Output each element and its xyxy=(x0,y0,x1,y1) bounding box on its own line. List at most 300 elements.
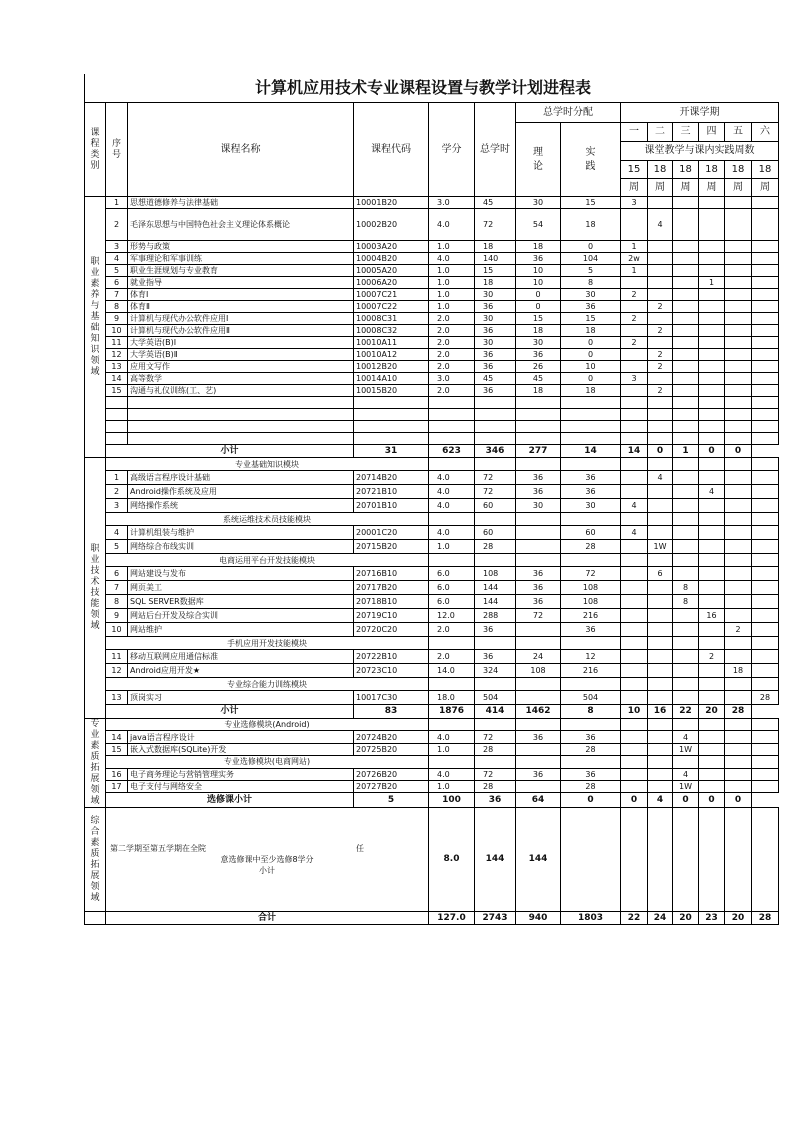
empty-cell xyxy=(561,421,621,433)
semester-week-cell xyxy=(648,289,673,301)
total-hours: 2743 xyxy=(475,912,516,925)
course-code-cell: 10001B20 xyxy=(354,197,429,209)
empty-cell xyxy=(621,756,648,768)
semester-week-count: 18 xyxy=(725,161,752,179)
subtotal-week-cell: 0 xyxy=(648,445,673,458)
semester-week-cell xyxy=(621,567,648,581)
empty-cell xyxy=(106,433,128,445)
semester-week-cell xyxy=(621,731,648,743)
seq-cell: 13 xyxy=(106,691,128,705)
semester-week-cell xyxy=(725,277,752,289)
credits-cell: 3.0 xyxy=(429,373,475,385)
semester-week-cell xyxy=(621,471,648,485)
course-code-cell: 10014A10 xyxy=(354,373,429,385)
theory-cell: 10 xyxy=(516,277,561,289)
subtotal-week-cell: 16 xyxy=(648,705,673,719)
semester-week-cell xyxy=(673,301,699,313)
semester-week-cell xyxy=(673,209,699,241)
semester-week-cell: 2 xyxy=(648,361,673,373)
empty-cell xyxy=(699,678,725,691)
course-name-cell: 体育Ⅱ xyxy=(128,301,354,313)
course-name-cell: 体育Ⅰ xyxy=(128,289,354,301)
semester-week-cell xyxy=(699,595,725,609)
seq-cell: 2 xyxy=(106,209,128,241)
semester-week-cell: 2 xyxy=(621,313,648,325)
course-row xyxy=(85,526,779,540)
total-hours-cell: 15 xyxy=(475,265,516,277)
total-practice: 1803 xyxy=(561,912,621,925)
credits-cell: 12.0 xyxy=(429,609,475,623)
theory-cell: 36 xyxy=(516,485,561,499)
practice-cell: 216 xyxy=(561,664,621,678)
course-code-cell: 10004B20 xyxy=(354,253,429,265)
semester-week-cell: 8 xyxy=(673,581,699,595)
seq-cell: 16 xyxy=(106,768,128,780)
empty-cell xyxy=(699,808,725,912)
course-row xyxy=(85,650,779,664)
empty-cell xyxy=(673,808,699,912)
empty-cell xyxy=(429,554,475,567)
course-row xyxy=(85,743,779,755)
seq-cell: 4 xyxy=(106,526,128,540)
semester-week-cell: 8 xyxy=(673,595,699,609)
semester-week-cell xyxy=(648,768,673,780)
semester-week-cell xyxy=(752,623,779,637)
semester-week-cell xyxy=(699,337,725,349)
practice-cell: 0 xyxy=(561,337,621,349)
theory-cell: 18 xyxy=(516,325,561,337)
empty-cell xyxy=(648,458,673,471)
practice-cell: 36 xyxy=(561,731,621,743)
empty-cell xyxy=(561,808,621,912)
semester-week-cell xyxy=(673,526,699,540)
empty-cell xyxy=(561,678,621,691)
course-row xyxy=(85,731,779,743)
semester-week-cell xyxy=(648,313,673,325)
empty-cell xyxy=(752,678,779,691)
course-name-cell: 移动互联网应用通信标准 xyxy=(128,650,354,664)
empty-cell xyxy=(699,513,725,526)
course-row xyxy=(85,485,779,499)
practice-cell: 18 xyxy=(561,385,621,397)
empty-cell xyxy=(429,458,475,471)
course-code-cell: 20724B20 xyxy=(354,731,429,743)
total-hours-cell: 36 xyxy=(475,385,516,397)
course-name-cell: 形势与政策 xyxy=(128,241,354,253)
course-name-cell: 嵌入式数据库(SQLite)开发 xyxy=(128,743,354,755)
course-row xyxy=(85,209,779,241)
semester-week-cell xyxy=(752,609,779,623)
semester-week-cell xyxy=(648,581,673,595)
empty-cell xyxy=(106,421,128,433)
empty-cell xyxy=(128,409,354,421)
total-hours-cell: 30 xyxy=(475,289,516,301)
empty-cell xyxy=(648,409,673,421)
empty-cell xyxy=(699,433,725,445)
empty-cell xyxy=(561,433,621,445)
theory-cell: 36 xyxy=(516,471,561,485)
empty-cell xyxy=(673,409,699,421)
empty-cell xyxy=(752,421,779,433)
subtotal-week-cell: 0 xyxy=(621,793,648,808)
theory-cell xyxy=(516,526,561,540)
semester-week-cell xyxy=(752,385,779,397)
empty-cell xyxy=(725,458,752,471)
course-name-cell: 高等数学 xyxy=(128,373,354,385)
seq-cell: 14 xyxy=(106,373,128,385)
total-hours-cell: 30 xyxy=(475,337,516,349)
theory-cell: 108 xyxy=(516,664,561,678)
semester-week-cell xyxy=(699,780,725,792)
total-hours-cell: 28 xyxy=(475,743,516,755)
elective-line-text: 意选修课中至少选修8学分 xyxy=(220,855,314,864)
semester-week-cell xyxy=(699,526,725,540)
course-code-cell: 20714B20 xyxy=(354,471,429,485)
semester-week-cell xyxy=(621,691,648,705)
empty-cell xyxy=(673,397,699,409)
seq-cell: 12 xyxy=(106,349,128,361)
credits-cell: 2.0 xyxy=(429,349,475,361)
total-hours-cell: 60 xyxy=(475,499,516,513)
header-hours-split: 总学时分配 xyxy=(516,103,621,123)
course-name-cell: 军事理论和军事训练 xyxy=(128,253,354,265)
subtotal-week-cell: 8 xyxy=(561,705,621,719)
semester-week-cell xyxy=(725,289,752,301)
semester-week-cell: 4 xyxy=(648,209,673,241)
semester-week-cell xyxy=(673,373,699,385)
empty-cell xyxy=(725,637,752,650)
header-seq: 序号 xyxy=(106,103,128,197)
course-row xyxy=(85,623,779,637)
semester-week-cell xyxy=(725,349,752,361)
course-code-cell: 20701B10 xyxy=(354,499,429,513)
subtotal-hours: 1876 xyxy=(429,705,475,719)
empty-row xyxy=(85,433,779,445)
course-row xyxy=(85,609,779,623)
course-code-cell: 20721B10 xyxy=(354,485,429,499)
theory-cell xyxy=(516,540,561,554)
empty-cell xyxy=(648,554,673,567)
empty-cell xyxy=(648,719,673,731)
theory-cell: 72 xyxy=(516,609,561,623)
header-practice xyxy=(561,123,621,197)
subtotal-week-cell: 14 xyxy=(561,445,621,458)
semester-week-count: 18 xyxy=(752,161,779,179)
theory-cell: 15 xyxy=(516,313,561,325)
course-row xyxy=(85,197,779,209)
elective-row xyxy=(85,808,779,912)
semester-week-cell xyxy=(752,485,779,499)
empty-cell xyxy=(673,719,699,731)
subtotal-week-cell: 1 xyxy=(673,445,699,458)
course-name-cell: Android操作系统及应用 xyxy=(128,485,354,499)
subtotal-theory: 346 xyxy=(475,445,516,458)
module-title: 专业综合能力训练模块 xyxy=(106,678,429,691)
credits-cell: 2.0 xyxy=(429,337,475,349)
semester-week-cell xyxy=(621,780,648,792)
empty-cell xyxy=(354,421,429,433)
empty-cell xyxy=(106,397,128,409)
header-credits: 学分 xyxy=(429,103,475,197)
semester-week-cell xyxy=(752,349,779,361)
module-title: 专业选修模块(电商网站) xyxy=(106,756,429,768)
semester-week-unit: 周 xyxy=(621,179,648,197)
theory-cell: 36 xyxy=(516,349,561,361)
seq-cell: 9 xyxy=(106,313,128,325)
semester-week-cell xyxy=(673,265,699,277)
empty-cell xyxy=(699,397,725,409)
semester-week-cell: 1W xyxy=(673,743,699,755)
subtotal-credits: 31 xyxy=(354,445,429,458)
theory-cell: 54 xyxy=(516,209,561,241)
semester-week-cell xyxy=(621,768,648,780)
semester-week-cell xyxy=(648,691,673,705)
total-hours-cell: 140 xyxy=(475,253,516,265)
course-code-cell: 10012B20 xyxy=(354,361,429,373)
empty-cell xyxy=(475,397,516,409)
semester-week-cell xyxy=(725,780,752,792)
subtotal-practice: 1462 xyxy=(516,705,561,719)
theory-cell xyxy=(516,780,561,792)
empty-cell xyxy=(621,458,648,471)
semester-week-cell xyxy=(725,325,752,337)
total-week-cell: 24 xyxy=(648,912,673,925)
practice-cell: 28 xyxy=(561,540,621,554)
empty-cell xyxy=(648,421,673,433)
course-code-cell: 10002B20 xyxy=(354,209,429,241)
course-plan-table xyxy=(84,102,779,925)
subtotal-week-cell: 0 xyxy=(725,445,752,458)
empty-cell xyxy=(648,756,673,768)
semester-week-cell xyxy=(699,209,725,241)
empty-cell xyxy=(725,756,752,768)
semester-week-cell xyxy=(699,349,725,361)
empty-cell xyxy=(699,554,725,567)
module-title: 系统运维技术员技能模块 xyxy=(106,513,429,526)
empty-cell xyxy=(725,719,752,731)
empty-cell xyxy=(429,421,475,433)
credits-cell: 6.0 xyxy=(429,581,475,595)
semester-week-cell xyxy=(648,277,673,289)
practice-cell: 36 xyxy=(561,485,621,499)
semester-week-cell: 2 xyxy=(699,650,725,664)
semester-week-cell xyxy=(752,526,779,540)
seq-cell: 11 xyxy=(106,650,128,664)
credits-cell: 1.0 xyxy=(429,301,475,313)
semester-week-cell: 4 xyxy=(648,471,673,485)
semester-week-count: 18 xyxy=(673,161,699,179)
header-semesters: 开课学期 xyxy=(621,103,779,123)
semester-week-cell xyxy=(648,265,673,277)
empty-cell xyxy=(621,409,648,421)
empty-cell xyxy=(673,458,699,471)
semester-week-cell: 2 xyxy=(648,385,673,397)
empty-cell xyxy=(648,637,673,650)
semester-week-cell: 4 xyxy=(621,499,648,513)
practice-cell: 0 xyxy=(561,349,621,361)
empty-cell xyxy=(128,433,354,445)
semester-week-cell xyxy=(699,567,725,581)
semester-week-cell xyxy=(725,253,752,265)
module-row xyxy=(85,458,779,471)
credits-cell: 2.0 xyxy=(429,650,475,664)
semester-week-cell xyxy=(648,780,673,792)
elective-line xyxy=(110,865,424,876)
total-week-cell: 20 xyxy=(725,912,752,925)
semester-week-cell xyxy=(725,691,752,705)
semester-week-cell xyxy=(752,567,779,581)
semester-week-cell xyxy=(699,361,725,373)
course-row xyxy=(85,265,779,277)
course-name-cell: 计算机组装与维护 xyxy=(128,526,354,540)
semester-week-cell xyxy=(673,361,699,373)
semester-week-cell xyxy=(752,595,779,609)
course-name-cell: 大学英语(B)Ⅱ xyxy=(128,349,354,361)
semester-week-cell xyxy=(752,731,779,743)
semester-week-cell xyxy=(725,373,752,385)
category-quality-expansion: 专业素质拓展领域 xyxy=(85,719,106,808)
semester-week-cell xyxy=(699,540,725,554)
total-hours-cell: 36 xyxy=(475,301,516,313)
semester-week-cell xyxy=(621,595,648,609)
empty-cell xyxy=(516,421,561,433)
empty-cell xyxy=(621,554,648,567)
empty-cell xyxy=(354,409,429,421)
course-row xyxy=(85,595,779,609)
theory-cell: 18 xyxy=(516,241,561,253)
empty-cell xyxy=(673,554,699,567)
empty-cell xyxy=(516,433,561,445)
total-hours-cell: 72 xyxy=(475,768,516,780)
course-code-cell: 10017C30 xyxy=(354,691,429,705)
seq-cell: 5 xyxy=(106,540,128,554)
semester-week-cell xyxy=(725,301,752,313)
semester-week-cell xyxy=(752,373,779,385)
semester-week-cell xyxy=(725,313,752,325)
semester-week-cell: 4 xyxy=(699,485,725,499)
semester-week-cell xyxy=(752,265,779,277)
header-theory xyxy=(516,123,561,197)
seq-cell: 17 xyxy=(106,780,128,792)
practice-cell: 8 xyxy=(561,277,621,289)
elective-line xyxy=(110,843,424,854)
course-name-cell: 应用文写作 xyxy=(128,361,354,373)
semester-week-cell xyxy=(752,540,779,554)
semester-week-cell xyxy=(699,325,725,337)
empty-cell xyxy=(648,433,673,445)
course-name-cell: 网站后台开发及综合实训 xyxy=(128,609,354,623)
credits-cell: 1.0 xyxy=(429,780,475,792)
subtotal-label: 小计 xyxy=(106,705,354,719)
credits-cell: 4.0 xyxy=(429,768,475,780)
course-name-cell: 网络综合布线实训 xyxy=(128,540,354,554)
empty-cell xyxy=(429,433,475,445)
course-row xyxy=(85,277,779,289)
semester-week-cell xyxy=(673,349,699,361)
course-code-cell: 20727B20 xyxy=(354,780,429,792)
empty-cell xyxy=(516,756,561,768)
semester-week-unit: 周 xyxy=(699,179,725,197)
subtotal-week-cell: 0 xyxy=(699,445,725,458)
total-hours-cell: 324 xyxy=(475,664,516,678)
semester-week-cell xyxy=(648,731,673,743)
semester-week-cell xyxy=(673,289,699,301)
semester-week-cell xyxy=(648,526,673,540)
subtotal-week-cell: 0 xyxy=(725,793,752,808)
seq-cell: 8 xyxy=(106,595,128,609)
empty-cell xyxy=(621,513,648,526)
header-total-hours: 总学时 xyxy=(475,103,516,197)
credits-cell: 2.0 xyxy=(429,325,475,337)
practice-cell: 108 xyxy=(561,595,621,609)
course-code-cell: 20726B20 xyxy=(354,768,429,780)
empty-cell xyxy=(699,756,725,768)
empty-cell xyxy=(621,397,648,409)
subtotal-week-cell: 0 xyxy=(561,793,621,808)
empty-cell xyxy=(621,678,648,691)
total-hours-cell: 36 xyxy=(475,361,516,373)
empty-cell xyxy=(725,678,752,691)
empty-cell xyxy=(561,756,621,768)
subtotal-hours: 100 xyxy=(429,793,475,808)
empty-cell xyxy=(752,397,779,409)
course-row xyxy=(85,373,779,385)
semester-week-cell xyxy=(673,313,699,325)
module-row xyxy=(85,678,779,691)
empty-cell xyxy=(475,513,516,526)
theory-cell: 26 xyxy=(516,361,561,373)
semester-week-cell xyxy=(621,385,648,397)
seq-cell: 10 xyxy=(106,325,128,337)
course-code-cell: 20723C10 xyxy=(354,664,429,678)
empty-cell xyxy=(752,513,779,526)
semester-week-cell: 18 xyxy=(725,664,752,678)
total-hours-cell: 30 xyxy=(475,313,516,325)
course-name-cell: 计算机与现代办公软件应用Ⅱ xyxy=(128,325,354,337)
semester-week-cell xyxy=(621,485,648,499)
semester-week-cell xyxy=(673,337,699,349)
total-hours-cell: 108 xyxy=(475,567,516,581)
course-code-cell: 10007C22 xyxy=(354,301,429,313)
empty-cell xyxy=(648,678,673,691)
practice-cell: 36 xyxy=(561,623,621,637)
empty-cell xyxy=(516,409,561,421)
semester-week-cell xyxy=(648,197,673,209)
course-code-cell: 10015B20 xyxy=(354,385,429,397)
seq-cell: 15 xyxy=(106,743,128,755)
header-row xyxy=(85,103,779,123)
semester-week-cell xyxy=(752,301,779,313)
empty-cell xyxy=(725,808,752,912)
theory-cell xyxy=(516,691,561,705)
empty-cell xyxy=(699,409,725,421)
semester-week-cell xyxy=(699,743,725,755)
semester-week-unit: 周 xyxy=(673,179,699,197)
semester-week-cell: 3 xyxy=(621,197,648,209)
semester-week-cell xyxy=(725,265,752,277)
semester-week-cell xyxy=(621,650,648,664)
semester-week-cell xyxy=(621,325,648,337)
semester-week-cell xyxy=(648,609,673,623)
semester-week-cell xyxy=(699,581,725,595)
practice-cell: 30 xyxy=(561,499,621,513)
empty-cell xyxy=(725,421,752,433)
semester-week-cell: 2 xyxy=(725,623,752,637)
total-hours-cell: 36 xyxy=(475,325,516,337)
practice-cell: 30 xyxy=(561,289,621,301)
semester-week-cell xyxy=(699,499,725,513)
empty-cell xyxy=(725,433,752,445)
